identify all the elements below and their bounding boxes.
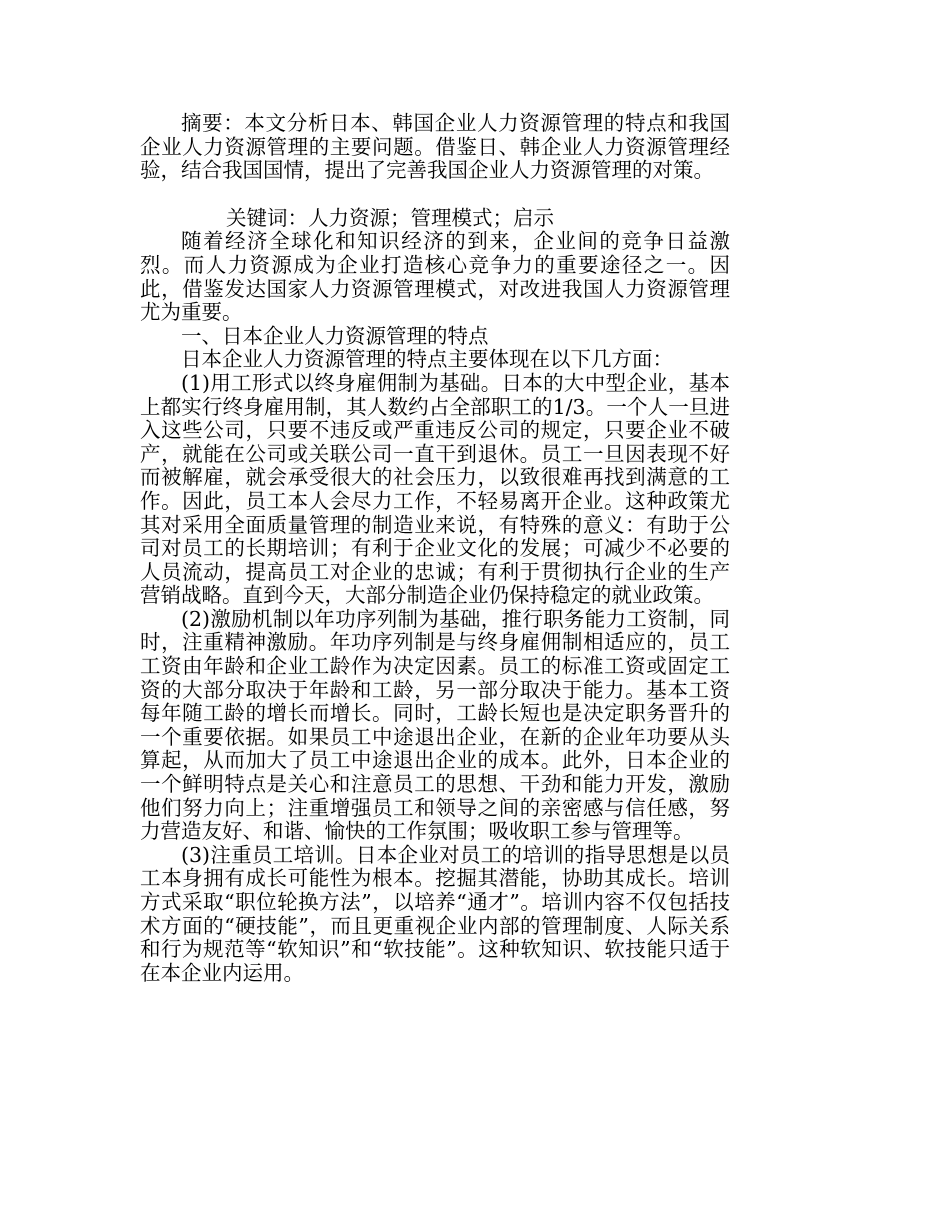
paragraph-spacer bbox=[140, 183, 730, 207]
intro-paragraph: 随着经济全球化和知识经济的到来，企业间的竞争日益激烈。而人力资源成为企业打造核心竞争力的重要途径之一。因此，借鉴发达国家人力资源管理模式，对改进我国人力资源管理尤为重要。 bbox=[140, 229, 730, 325]
document-body bbox=[140, 112, 730, 985]
section-heading: 一、日本企业人力资源管理的特点 bbox=[181, 323, 489, 348]
point-1-paragraph: (1)用工形式以终身雇佣制为基础。日本的大中型企业，基本上都实行终身雇用制，其人数约占全部职工的1/3。一个人一旦进入这些公司，只要不违反或严重违反公司的规定，只要企业不破产，就能在公司或关联公司一直干到退休。员工一旦因表现不好而被解雇，就会承受很大的社会压力，以致很难再找到满意的工作。因此，员工本人会尽力工作，不轻易离开企业。这种政策尤其对采用全面质量管理的制造业来说，有特殊的意义：有助于公司对员工的长期培训；有利于企业文化的发展；可减少不必要的人员流动，提高员工对企业的忠诚；有利于贯彻执行企业的生产营销战略。直到今天，大部分制造企业仍保持稳定的就业政策。 bbox=[140, 370, 730, 608]
point-3-paragraph: (3)注重员工培训。日本企业对员工的培训的指导思想是以员工本身拥有成长可能性为根本。挖掘其潜能，协助其成长。培训方式采取“职位轮换方法”，以培养“通才”。培训内容不仅包括技术方面的“硬技能”，而且更重视企业内部的管理制度、人际关系和行为规范等“软知识”和“软技能”。这种软知识、软技能只适于在本企业内运用。 bbox=[140, 842, 730, 985]
point-2-paragraph: (2)激励机制以年功序列制为基础，推行职务能力工资制，同时，注重精神激励。年功序列制是与终身雇佣制相适应的，员工工资由年龄和企业工龄作为决定因素。员工的标准工资或固定工资的大部分取决于年龄和工龄，另一部分取决于能力。基本工资每年随工龄的增长而增长。同时，工龄长短也是决定职务晋升的一个重要依据。如果员工中途退出企业，在新的企业年功要从头算起，从而加大了员工中途退出企业的成本。此外，日本企业的一个鲜明特点是关心和注意员工的思想、干劲和能力开发，激励他们努力向上；注重增强员工和领导之间的亲密感与信任感，努力营造友好、和谐、愉快的工作氛围；吸收职工参与管理等。 bbox=[140, 606, 730, 844]
abstract-paragraph: 摘要：本文分析日本、韩国企业人力资源管理的特点和我国企业人力资源管理的主要问题。借鉴日、韩企业人力资源管理经验，结合我国国情，提出了完善我国企业人力资源管理的对策。 bbox=[140, 111, 730, 183]
keywords-line: 关键词：人力资源；管理模式；启示 bbox=[226, 205, 554, 230]
section-lead-paragraph: 日本企业人力资源管理的特点主要体现在以下几方面： bbox=[181, 347, 673, 372]
